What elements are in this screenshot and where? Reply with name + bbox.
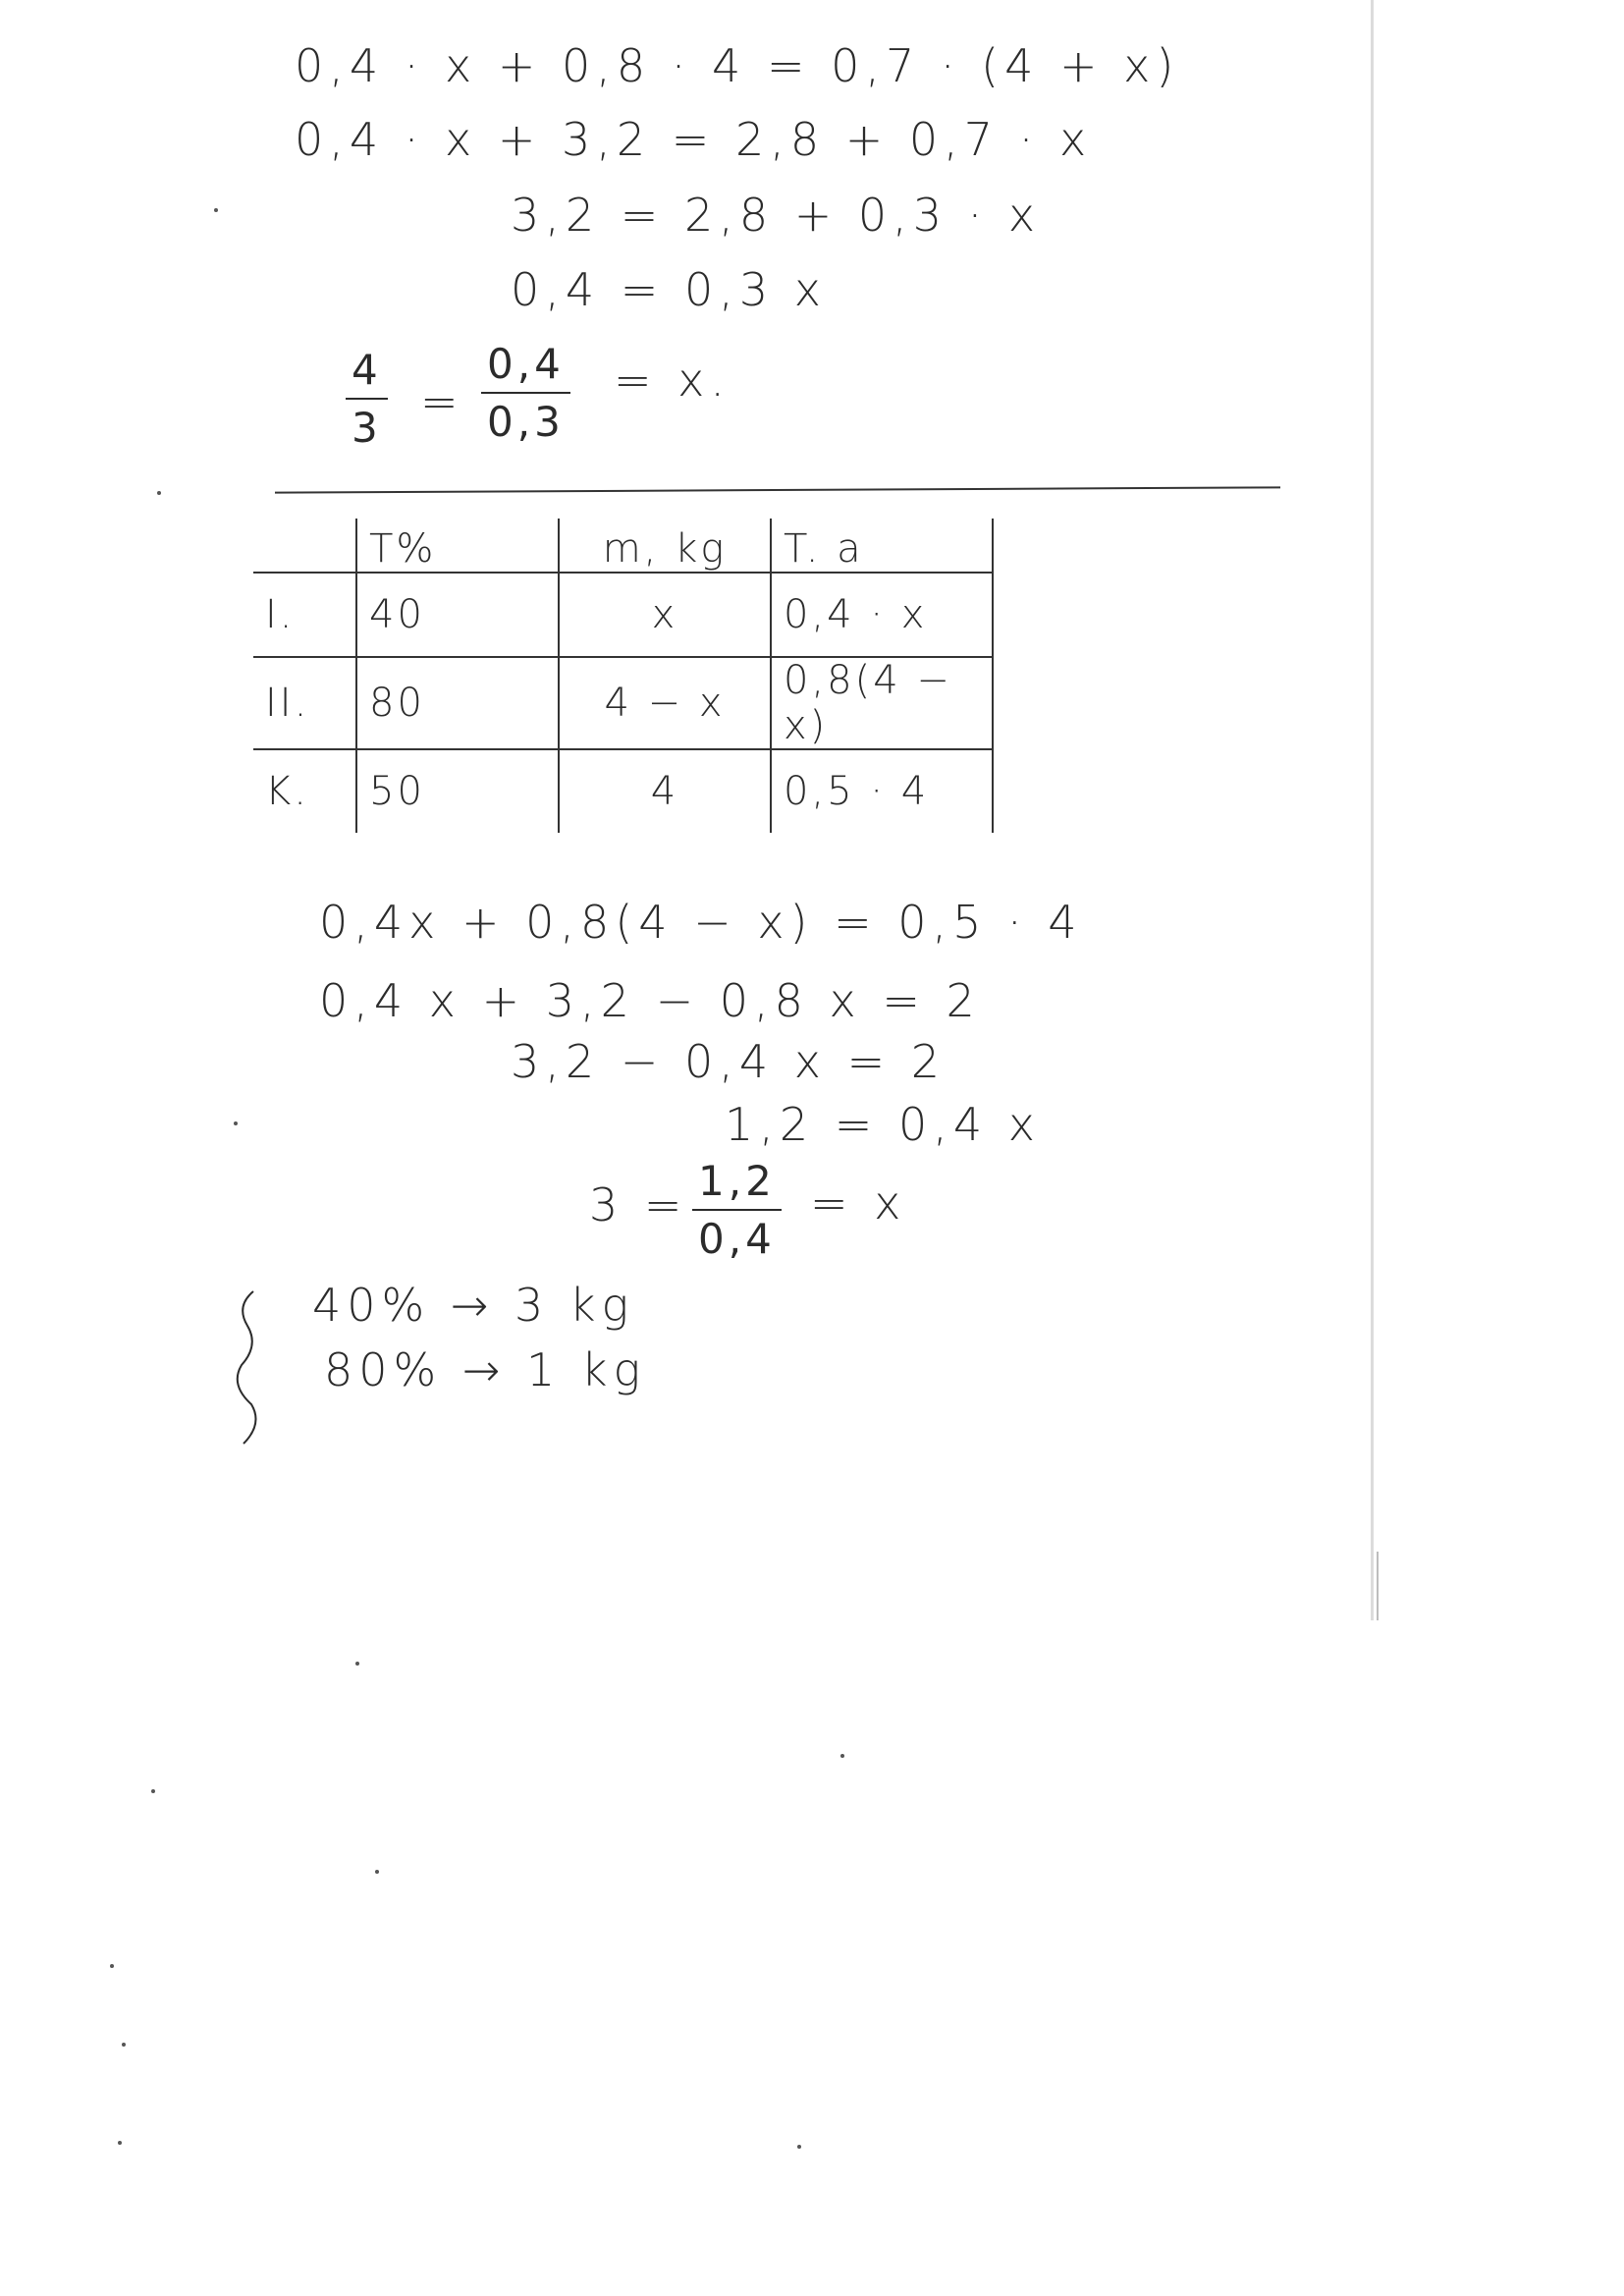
table-header-cell: T. a bbox=[771, 519, 993, 573]
scan-speck bbox=[375, 1870, 379, 1874]
scan-speck bbox=[840, 1754, 844, 1758]
result-x: = x. bbox=[614, 354, 731, 407]
table-header-row bbox=[253, 519, 993, 573]
equation-line-5: 0,4x + 0,8(4 − x) = 0,5 · 4 bbox=[319, 896, 1083, 949]
table-cell: 40 bbox=[356, 573, 559, 657]
table-header-cell bbox=[253, 519, 356, 573]
scan-speck bbox=[797, 2145, 801, 2149]
fraction-denominator: 0,3 bbox=[487, 398, 565, 446]
scan-speck bbox=[214, 208, 218, 212]
equation-line-7: 3,2 − 0,4 x = 2 bbox=[511, 1035, 946, 1088]
scan-speck bbox=[234, 1121, 238, 1125]
equation-line-8: 1,2 = 0,4 x bbox=[725, 1098, 1041, 1151]
table-row bbox=[253, 573, 993, 657]
table-cell: 0,8(4 − x) bbox=[771, 657, 993, 749]
result-x: = x bbox=[810, 1176, 907, 1230]
table-cell: 4 − x bbox=[559, 657, 771, 749]
margin-brace-mark bbox=[224, 1286, 273, 1453]
scan-speck bbox=[157, 491, 161, 495]
equation-line-6: 0,4 x + 3,2 − 0,8 x = 2 bbox=[319, 974, 981, 1027]
scan-speck bbox=[355, 1662, 359, 1666]
scan-speck bbox=[110, 1964, 114, 1968]
result-three: 3 = bbox=[589, 1178, 688, 1231]
table-row bbox=[253, 749, 993, 833]
fraction-0-4-over-0-3 bbox=[481, 340, 570, 446]
table-cell: 0,4 · x bbox=[771, 573, 993, 657]
mixture-table bbox=[253, 519, 994, 833]
scan-edge-line bbox=[1371, 0, 1374, 1620]
table-cell: 0,5 · 4 bbox=[771, 749, 993, 833]
equals-sign: = bbox=[420, 375, 464, 428]
scan-edge-mark bbox=[1377, 1552, 1379, 1620]
scan-speck bbox=[118, 2141, 122, 2145]
fraction-four-thirds bbox=[346, 346, 388, 452]
equation-line-4: 0,4 = 0,3 x bbox=[511, 263, 827, 316]
equation-line-3: 3,2 = 2,8 + 0,3 · x bbox=[511, 189, 1042, 242]
table-cell: K. bbox=[265, 769, 309, 814]
separator-line bbox=[275, 486, 1280, 493]
answer-line-1: 40% → 3 kg bbox=[312, 1279, 635, 1332]
table-cell: 80 bbox=[356, 657, 559, 749]
answer-line-2: 80% → 1 kg bbox=[324, 1343, 647, 1396]
equation-line-2: 0,4 · x + 3,2 = 2,8 + 0,7 · x bbox=[295, 113, 1093, 166]
table-cell: x bbox=[559, 573, 771, 657]
fraction-numerator: 4 bbox=[346, 346, 388, 400]
equation-line-1: 0,4 · x + 0,8 · 4 = 0,7 · (4 + x) bbox=[295, 39, 1180, 92]
table-cell: 50 bbox=[356, 749, 559, 833]
scan-speck bbox=[151, 1789, 155, 1793]
table-cell: II. bbox=[253, 657, 356, 749]
table-row bbox=[253, 657, 993, 749]
fraction-denominator: 0,4 bbox=[698, 1215, 776, 1263]
table-cell: I. bbox=[253, 573, 356, 657]
fraction-denominator: 3 bbox=[352, 404, 382, 452]
table-cell: 4 bbox=[559, 749, 771, 833]
fraction-numerator: 1,2 bbox=[692, 1157, 782, 1211]
fraction-1-2-over-0-4 bbox=[692, 1157, 782, 1263]
fraction-numerator: 0,4 bbox=[481, 340, 570, 394]
table-header-cell: m, kg bbox=[559, 519, 771, 573]
table-header-cell: T% bbox=[356, 519, 559, 573]
scan-speck bbox=[122, 2043, 126, 2047]
